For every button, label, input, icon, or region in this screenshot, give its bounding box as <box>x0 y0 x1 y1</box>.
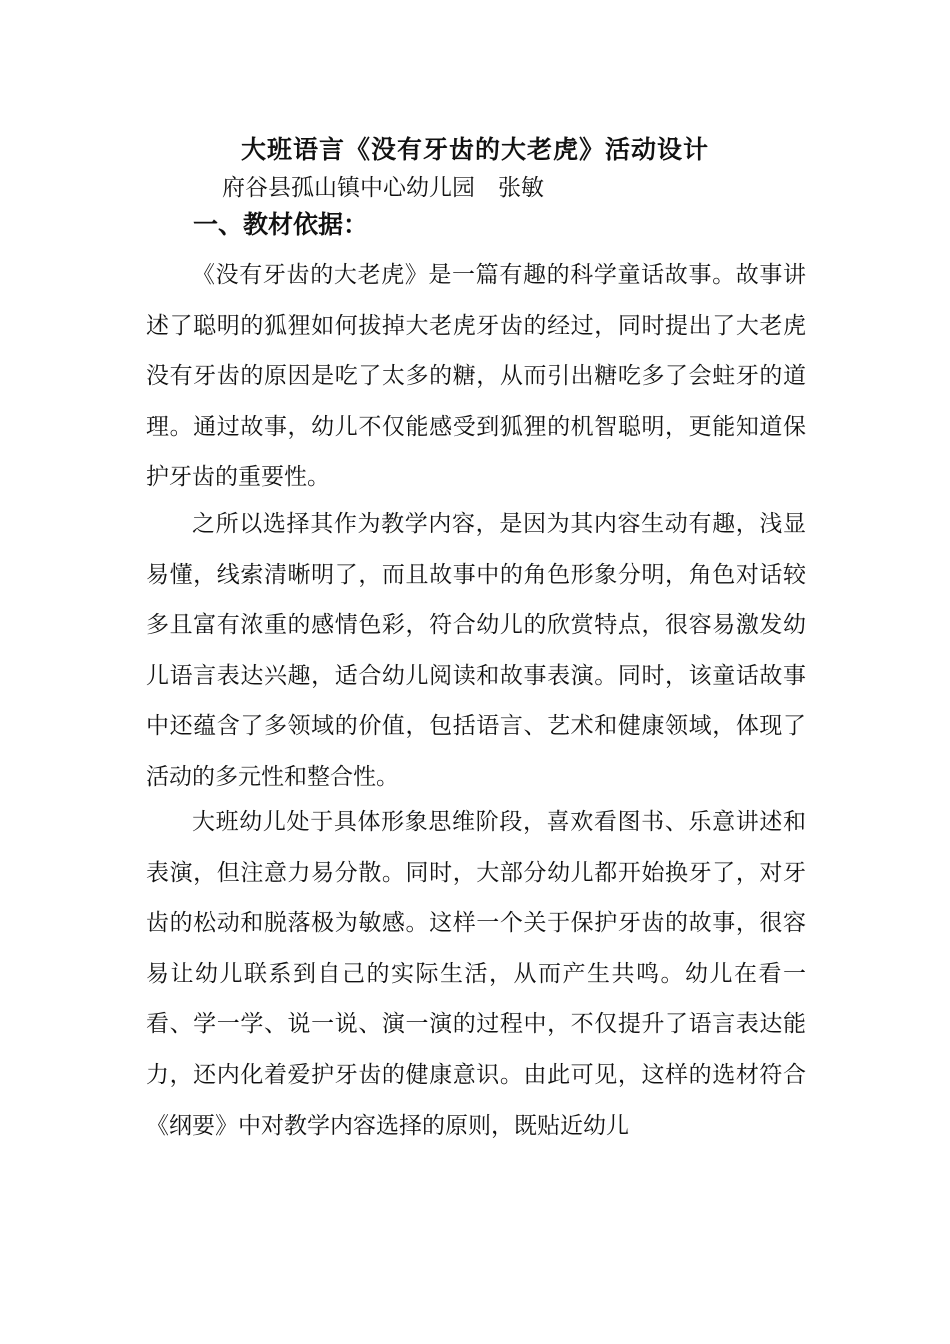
document-title: 大班语言《没有牙齿的大老虎》活动设计 <box>240 135 709 164</box>
paragraph-1: 《没有牙齿的大老虎》是一篇有趣的科学童话故事。故事讲述了聪明的狐狸如何拔掉大老虎牙齿的经过，同时提出了大老虎没有牙齿的原因是吃了太多的糖，从而引出糖吃多了会蛀牙的道理。通过故事，幼儿不仅能感受到狐狸的机智聪明，更能知道保护牙齿的重要性。 <box>146 262 806 491</box>
author-byline: 府谷县孤山镇中心幼儿园 张敏 <box>222 175 544 201</box>
paragraph-3: 大班幼儿处于具体形象思维阶段，喜欢看图书、乐意讲述和表演，但注意力易分散。同时，大部分幼儿都开始换牙了，对牙齿的松动和脱落极为敏感。这样一个关于保护牙齿的故事，很容易让幼儿联系到自己的实际生活，从而产生共鸣。幼儿在看一看、学一学、说一说、演一演的过程中，不仅提升了语言表达能力，还内化着爱护牙齿的健康意识。由此可见，这样的选材符合《纲要》中对教学内容选择的原则，既贴近幼儿 <box>146 809 806 1139</box>
section-heading: 一、教材依据： <box>193 210 369 239</box>
paragraph-2: 之所以选择其作为教学内容，是因为其内容生动有趣，浅显易懂，线索清晰明了，而且故事中的角色形象分明，角色对话较多且富有浓重的感情色彩，符合幼儿的欣赏特点，很容易激发幼儿语言表达兴趣，适合幼儿阅读和故事表演。同时，该童话故事中还蕴含了多领域的价值，包括语言、艺术和健康领域，体现了活动的多元性和整合性。 <box>146 511 806 790</box>
